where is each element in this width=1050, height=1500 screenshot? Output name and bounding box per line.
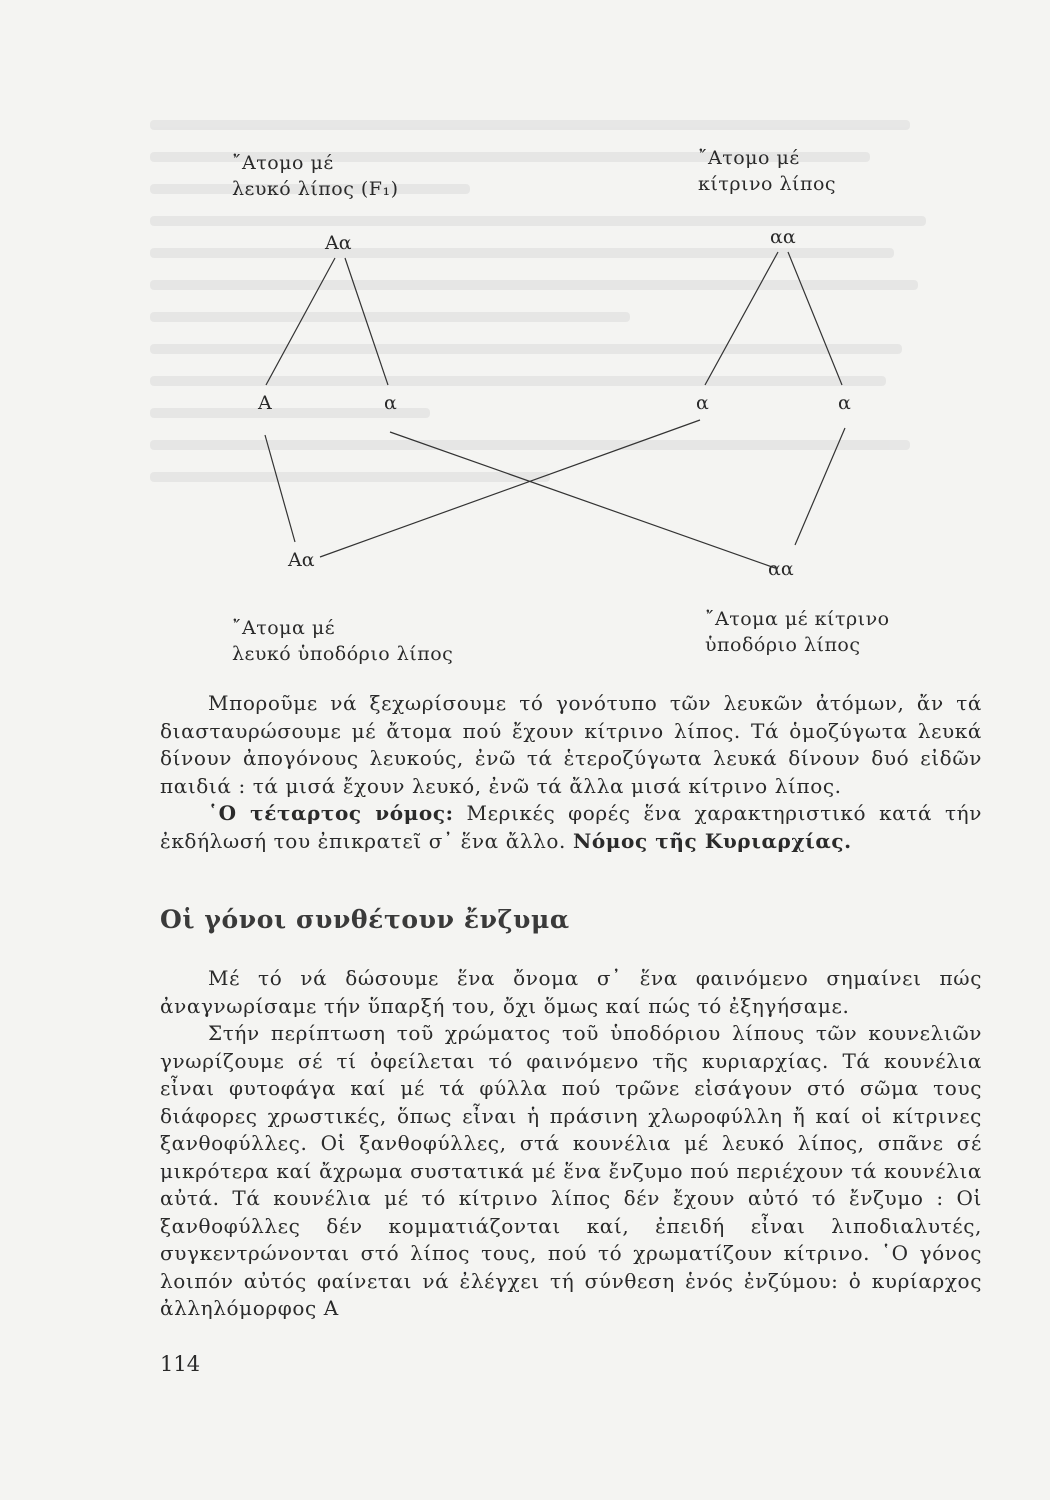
fourth-law-text: Μερικές φορές ἕνα χαρακτηριστικό κατά τήν ἐκδήλωσή του ἐπικρατεῖ σ᾽ ἕνα ἄλλο. bbox=[160, 801, 982, 853]
gamete-a-left: α bbox=[384, 392, 397, 414]
offspring-right-label bbox=[705, 606, 890, 658]
gamete-a-right2: α bbox=[838, 392, 851, 414]
paragraph-fourth-law bbox=[160, 800, 982, 855]
parent-right-label-line1: ῎Ατομο μέ bbox=[698, 147, 800, 169]
parent-right-label-line2: κίτρινο λίπος bbox=[698, 173, 837, 195]
parent-left-label-line1: ῎Ατομο μέ bbox=[232, 152, 334, 174]
line-left-parent-to-A bbox=[266, 258, 335, 385]
paragraph-rabbit-fat: Στήν περίπτωση τοῦ χρώματος τοῦ ὑποδόριου λίπους τῶν κουνελιῶν γνωρίζουμε σέ τί ὀφείλεται τό φαινόμενο τῆς κυριαρχίας. Τά κουνέλια εἶναι φυτοφάγα καί μέ τά φύλλα πού τρῶνε εἰσάγουν στό σῶμα τους διάφορες χρωστικές, ὅπως εἶναι ἡ πράσινη χλωροφύλλη ἤ καί οἱ κίτρινες ξανθοφύλλες. Οἱ ξανθοφύλλες, στά κουνέλια μέ λευκό λίπος, σπᾶνε σέ μικρότερα καί ἄχρωμα συστατικά μέ ἕνα ἔνζυμο πού περιέχουν τά κουνέλια αὐτά. Τά κουνέλια μέ τό κίτρινο λίπος δέν ἔχουν αὐτό τό ἔνζυμο : Οἱ ξανθοφύλλες δέν κομματιάζονται καί, ἐπειδή εἶναι λιποδιαλυτές, συγκεντρώνονται στό λίπος τους, πού τό χρωματίζουν κίτρινο. ῾Ο γόνος λοιπόν αὐτός φαίνεται νά ἐλέγχει τή σύνθεση ἑνός ἐνζύμου: ὁ κυρίαρχος ἀλληλόμορφος A bbox=[160, 1021, 982, 1320]
parent-right-label bbox=[698, 145, 836, 197]
parent-left-genotype: Aα bbox=[325, 232, 352, 254]
line-a-to-offspring-right bbox=[390, 432, 775, 568]
line-right-parent-to-a2 bbox=[788, 252, 842, 385]
fourth-law-heading: ῾Ο τέταρτος νόμος: bbox=[208, 801, 454, 825]
line-a1-to-offspring-left bbox=[320, 420, 700, 557]
offspring-left-label bbox=[232, 615, 453, 667]
offspring-right-label-line1: ῎Ατομα μέ κίτρινο bbox=[705, 608, 890, 630]
line-right-parent-to-a1 bbox=[705, 252, 778, 385]
offspring-right-label-line2: ὑποδόριο λίπος bbox=[705, 634, 861, 656]
law-of-dominance: Νόμος τῆς Κυριαρχίας. bbox=[572, 828, 852, 853]
paragraph-naming: Μέ τό νά δώσουμε ἕνα ὄνομα σ᾽ ἕνα φαινόμενο σημαίνει πώς ἀναγνωρίσαμε τήν ὕπαρξή του, ὄχι ὅμως καί πώς τό ἐξηγήσαμε. bbox=[160, 966, 982, 1018]
offspring-left-genotype: Aα bbox=[288, 549, 315, 571]
line-left-parent-to-a bbox=[345, 258, 388, 385]
parent-left-label bbox=[232, 150, 399, 202]
page-number: 114 bbox=[160, 1352, 201, 1376]
line-A-to-offspring-left bbox=[265, 435, 295, 542]
text-block-upper bbox=[160, 690, 982, 855]
gamete-a-right1: α bbox=[696, 392, 709, 414]
cross-lines bbox=[0, 0, 1050, 680]
offspring-right-genotype: αα bbox=[768, 558, 794, 580]
gamete-A: A bbox=[258, 392, 272, 414]
line-a2-to-offspring-right bbox=[795, 428, 845, 545]
text-block-lower bbox=[160, 965, 982, 1323]
parent-left-label-line2: λευκό λίπος (F₁) bbox=[232, 178, 399, 200]
paragraph-genotype-test: Μποροῦμε νά ξεχωρίσουμε τό γονότυπο τῶν λευκῶν ἀτόμων, ἄν τά διασταυρώσουμε μέ ἄτομα πού ἔχουν κίτρινο λίπος. Τά ὁμοζύγωτα λευκά δίνουν ἀπογόνους λευκούς, ἐνῶ τά ἑτεροζύγωτα λευκά δίνουν δυό εἰδῶν παιδιά : τά μισά ἔχουν λευκό, ἐνῶ τά ἄλλα μισά κίτρινο λίπος. bbox=[160, 691, 982, 798]
offspring-left-label-line2: λευκό ὑποδόριο λίπος bbox=[232, 643, 454, 665]
offspring-left-label-line1: ῎Ατομα μέ bbox=[232, 617, 336, 639]
genetic-cross-diagram bbox=[0, 0, 1050, 680]
parent-right-genotype: αα bbox=[770, 226, 796, 248]
section-title: Οἱ γόνοι συνθέτουν ἔνζυμα bbox=[160, 905, 570, 934]
